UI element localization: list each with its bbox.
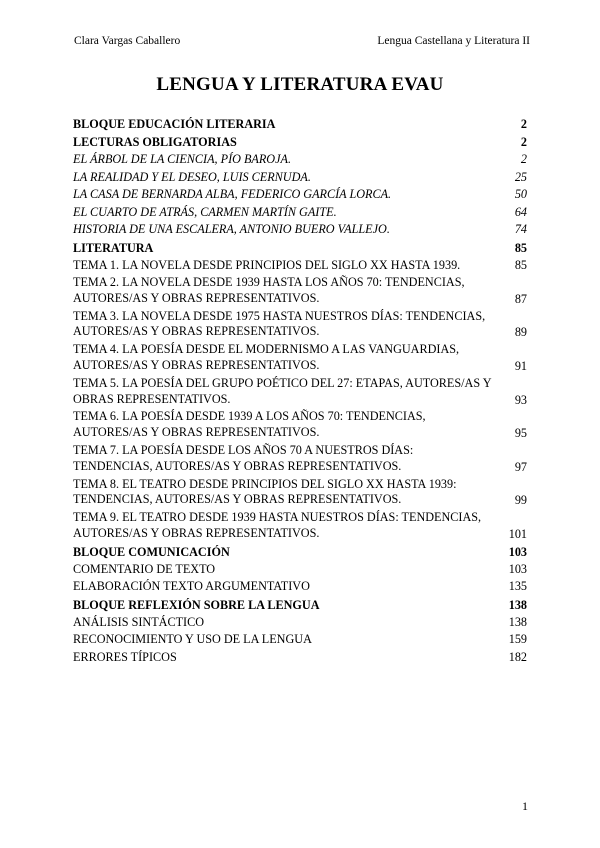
toc-entry-title: COMENTARIO DE TEXTO (73, 561, 216, 576)
toc-entry-title: LA REALIDAD Y EL DESEO, LUIS CERNUDA. (73, 169, 311, 184)
toc-entry-page: 85 (514, 240, 527, 255)
toc-entry[interactable] (73, 133, 527, 151)
toc-entry-page: 95 (514, 426, 527, 441)
toc-entry-title: TEMA 7. LA POESÍA DESDE LOS AÑOS 70 A NUESTROS DÍAS: TENDENCIAS, AUTORES/AS Y OBRAS REPRESENTATIVOS. (73, 442, 414, 473)
toc-entry-title: TEMA 5. LA POESÍA DEL GRUPO POÉTICO DEL 27: ETAPAS, AUTORES/AS Y OBRAS REPRESENTATIVOS. (73, 375, 492, 406)
toc-entry-title: RECONOCIMIENTO Y USO DE LA LENGUA (73, 632, 312, 647)
toc-entry-title: TEMA 4. LA POESÍA DESDE EL MODERNISMO A LAS VANGUARDIAS, AUTORES/AS Y OBRAS REPRESENTATIVOS. (73, 342, 460, 372)
toc-entry-page: 89 (514, 325, 527, 340)
toc-entry[interactable] (73, 151, 527, 169)
toc-entry[interactable] (73, 115, 527, 133)
toc-entry[interactable] (73, 186, 527, 204)
toc-entry-title: TEMA 2. LA NOVELA DESDE 1939 HASTA LOS AÑOS 70: TENDENCIAS, AUTORES/AS Y OBRAS REPRESENTATIVOS. (73, 275, 465, 305)
toc-entry-page: 93 (514, 392, 527, 407)
toc-entry-title: TEMA 3. LA NOVELA DESDE 1975 HASTA NUESTROS DÍAS: TENDENCIAS, AUTORES/AS Y OBRAS REPRESENTATIVOS. (73, 308, 486, 339)
toc-entry-page: 74 (514, 222, 527, 236)
toc-entry-page: 2 (520, 117, 527, 131)
toc-entry[interactable] (73, 308, 527, 342)
toc-entry[interactable] (73, 408, 527, 442)
toc-entry-page: 97 (514, 459, 527, 474)
toc-entry-page: 182 (508, 649, 527, 664)
toc-entry-title: TEMA 6. LA POESÍA DESDE 1939 A LOS AÑOS 70: TENDENCIAS, AUTORES/AS Y OBRAS REPRESENTATIVOS. (73, 409, 426, 440)
toc-entry-title: BLOQUE REFLEXIÓN SOBRE LA LENGUA (73, 597, 320, 612)
toc-entry-page: 138 (508, 597, 527, 612)
toc-entry[interactable] (73, 274, 527, 308)
toc-entry-page: 99 (514, 493, 527, 508)
toc-entry-title: ERRORES TÍPICOS (73, 649, 177, 664)
document-title: LENGUA Y LITERATURA EVAU (156, 74, 444, 95)
toc-entry-page: 159 (508, 632, 527, 647)
toc-entry-page: 2 (520, 135, 527, 149)
toc-entry-title: TEMA 1. LA NOVELA DESDE PRINCIPIOS DEL SIGLO XX HASTA 1939. (73, 257, 461, 272)
toc-entry[interactable] (73, 578, 527, 596)
toc-entry-title: ANÁLISIS SINTÁCTICO (73, 614, 205, 629)
toc-entry-page: 85 (514, 257, 527, 272)
toc-entry[interactable] (73, 442, 527, 476)
toc-entry-title: BLOQUE EDUCACIÓN LITERARIA (73, 117, 276, 131)
toc-entry-title: EL CUARTO DE ATRÁS, CARMEN MARTÍN GAITE. (73, 204, 337, 219)
header-course: Lengua Castellana y Literatura II (377, 35, 530, 47)
toc-entry-page: 64 (514, 204, 527, 219)
toc-entry-title: TEMA 9. EL TEATRO DESDE 1939 HASTA NUESTROS DÍAS: TENDENCIAS, AUTORES/AS Y OBRAS REPRESENTATIVOS. (73, 510, 482, 540)
toc-entry[interactable] (73, 204, 527, 222)
page-number: 1 (522, 799, 528, 813)
toc-entry-page: 87 (514, 291, 527, 306)
toc-entry-page: 103 (508, 561, 527, 576)
toc-entry-page: 50 (514, 187, 527, 201)
toc-entry[interactable] (73, 561, 527, 579)
toc-entry[interactable] (73, 649, 527, 667)
toc-entry-page: 101 (508, 526, 527, 541)
toc-entry-page: 25 (514, 169, 527, 184)
toc-entry-page: 2 (520, 152, 527, 166)
toc-entry-title: EL ÁRBOL DE LA CIENCIA, PÍO BAROJA. (73, 152, 292, 166)
toc-entry-page: 91 (514, 358, 527, 373)
toc-entry[interactable] (73, 341, 527, 375)
toc-entry[interactable] (73, 596, 527, 614)
toc-entry-page: 135 (508, 579, 527, 594)
toc-entry[interactable] (73, 375, 527, 409)
toc-entry-title: LITERATURA (73, 240, 154, 255)
toc-entry-title: LECTURAS OBLIGATORIAS (73, 135, 237, 149)
toc-entry-title: ELABORACIÓN TEXTO ARGUMENTATIVO (73, 579, 310, 594)
toc-entry[interactable] (73, 476, 527, 510)
toc-entry[interactable] (73, 614, 527, 632)
table-of-contents (73, 115, 527, 666)
toc-entry-title: LA CASA DE BERNARDA ALBA, FEDERICO GARCÍA LORCA. (73, 187, 392, 201)
toc-entry-page: 103 (508, 544, 527, 559)
page-header (74, 35, 530, 51)
toc-entry[interactable] (73, 221, 527, 239)
toc-entry[interactable] (73, 169, 527, 187)
header-author: Clara Vargas Caballero (74, 35, 181, 47)
toc-entry[interactable] (73, 509, 527, 543)
toc-entry[interactable] (73, 239, 527, 257)
toc-entry-title: BLOQUE COMUNICACIÓN (73, 544, 230, 559)
toc-entry-page: 138 (508, 614, 527, 629)
toc-entry[interactable] (73, 631, 527, 649)
toc-entry-title: HISTORIA DE UNA ESCALERA, ANTONIO BUERO VALLEJO. (73, 222, 390, 236)
toc-entry[interactable] (73, 257, 527, 275)
toc-entry[interactable] (73, 543, 527, 561)
toc-entry-title: TEMA 8. EL TEATRO DESDE PRINCIPIOS DEL SIGLO XX HASTA 1939: TENDENCIAS, AUTORES/AS Y OBRAS REPRESENTATIVOS. (73, 476, 457, 507)
